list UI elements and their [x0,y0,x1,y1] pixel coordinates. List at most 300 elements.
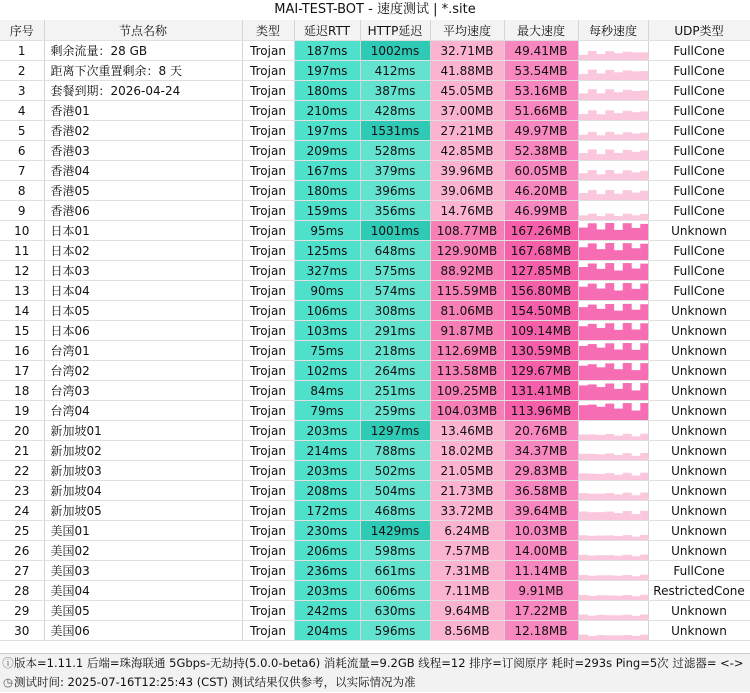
table-row[interactable] [0,321,750,341]
cell-avg-speed: 104.03MB [430,401,504,421]
sparkline-bar [596,174,605,180]
table-row[interactable] [0,201,750,221]
table-row[interactable] [0,581,750,601]
cell-per-second-speed [578,361,648,381]
table-row[interactable] [0,241,750,261]
cell-type: Trojan [242,381,294,401]
cell-index: 25 [0,521,44,541]
sparkline-bar [596,93,605,100]
sparkline-bar [579,173,588,180]
cell-max-speed: 52.38MB [504,141,578,161]
table-row[interactable] [0,381,750,401]
cell-http-latency: 661ms [360,561,430,581]
sparkline-bar [631,289,640,300]
speed-sparkline [579,621,649,640]
cell-avg-speed: 115.59MB [430,281,504,301]
sparkline-bar [622,403,631,420]
cell-udp-type: FullCone [648,61,750,81]
table-row[interactable] [0,401,750,421]
table-row[interactable] [0,561,750,581]
cell-max-speed: 49.97MB [504,121,578,141]
col-header-node-name[interactable]: 节点名称 [44,20,242,41]
cell-http-latency: 396ms [360,181,430,201]
cell-rtt: 203ms [294,461,360,481]
col-header-per-second-speed[interactable]: 每秒速度 [578,20,648,41]
col-header-avg-speed[interactable]: 平均速度 [430,20,504,41]
sparkline-bar [605,150,614,160]
cell-per-second-speed [578,481,648,501]
sparkline-bar [614,113,623,120]
cell-rtt: 214ms [294,441,360,461]
cell-per-second-speed [578,441,648,461]
sparkline-bar [596,328,605,340]
sparkline-bar [579,228,588,240]
sparkline-bar [579,385,588,400]
table-row[interactable] [0,161,750,181]
sparkline-bar [605,535,614,540]
cell-udp-type: FullCone [648,121,750,141]
sparkline-bar [596,216,605,220]
cell-rtt: 84ms [294,381,360,401]
cell-avg-speed: 8.56MB [430,621,504,641]
table-row[interactable] [0,541,750,561]
cell-avg-speed: 33.72MB [430,501,504,521]
sparkline-bar [622,434,631,440]
cell-max-speed: 113.96MB [504,401,578,421]
sparkline-bar [631,514,640,520]
table-row[interactable] [0,61,750,81]
cell-rtt: 167ms [294,161,360,181]
cell-per-second-speed [578,41,648,61]
col-header-rtt[interactable]: 延迟RTT [294,20,360,41]
cell-avg-speed: 39.06MB [430,181,504,201]
cell-udp-type: Unknown [648,301,750,321]
sparkline-bar [579,346,588,360]
speed-sparkline [579,61,649,80]
cell-rtt: 172ms [294,501,360,521]
cell-http-latency: 1531ms [360,121,430,141]
speed-sparkline [579,221,649,240]
sparkline-bar [587,405,596,420]
cell-max-speed: 129.67MB [504,361,578,381]
sparkline-bar [614,389,623,400]
cell-udp-type: FullCone [648,161,750,181]
sparkline-bar [596,474,605,480]
cell-index: 26 [0,541,44,561]
sparkline-bar [631,636,640,640]
sparkline-bar [614,311,623,320]
cell-http-latency: 598ms [360,541,430,561]
cell-type: Trojan [242,41,294,61]
sparkline-bar [614,250,623,260]
cell-avg-speed: 21.73MB [430,481,504,501]
table-row[interactable] [0,81,750,101]
sparkline-bar [596,575,605,580]
cell-avg-speed: 37.00MB [430,101,504,121]
sparkline-bar [596,454,605,460]
sparkline-bar [605,363,614,380]
sparkline-bar [587,132,596,140]
cell-max-speed: 51.66MB [504,101,578,121]
table-row[interactable] [0,501,750,521]
cell-per-second-speed [578,341,648,361]
sparkline-bar [631,215,640,220]
sparkline-bar [587,556,596,560]
sparkline-bar [579,114,588,120]
cell-per-second-speed [578,261,648,281]
cell-node-name: 台湾01 [44,341,242,361]
cell-udp-type: Unknown [648,421,750,441]
cell-avg-speed: 7.11MB [430,581,504,601]
sparkline-bar [614,494,623,500]
sparkline-bar [640,150,648,160]
table-row[interactable] [0,421,750,441]
cell-udp-type: FullCone [648,201,750,221]
cell-index: 29 [0,601,44,621]
cell-udp-type: FullCone [648,241,750,261]
cell-http-latency: 251ms [360,381,430,401]
cell-type: Trojan [242,441,294,461]
sparkline-bar [579,267,588,280]
cell-type: Trojan [242,561,294,581]
table-row[interactable] [0,461,750,481]
cell-udp-type: FullCone [648,181,750,201]
cell-max-speed: 29.83MB [504,461,578,481]
sparkline-bar [596,555,605,560]
table-row[interactable] [0,121,750,141]
cell-udp-type: Unknown [648,621,750,641]
cell-max-speed: 39.64MB [504,501,578,521]
table-row[interactable] [0,301,750,321]
cell-avg-speed: 45.05MB [430,81,504,101]
cell-node-name: 日本04 [44,281,242,301]
cell-avg-speed: 91.87MB [430,321,504,341]
sparkline-bar [614,134,623,140]
table-row[interactable] [0,101,750,121]
cell-http-latency: 379ms [360,161,430,181]
table-row[interactable] [0,521,750,541]
cell-http-latency: 502ms [360,461,430,481]
cell-avg-speed: 39.96MB [430,161,504,181]
cell-per-second-speed [578,321,648,341]
cell-avg-speed: 112.69MB [430,341,504,361]
table-row[interactable] [0,221,750,241]
sparkline-bar [605,343,614,360]
sparkline-bar [605,453,614,460]
sparkline-bar [596,309,605,320]
cell-node-name: 新加坡02 [44,441,242,461]
sparkline-bar [579,55,588,60]
sparkline-bar [587,596,596,600]
sparkline-bar [596,595,605,600]
cell-rtt: 180ms [294,81,360,101]
sparkline-bar [596,635,605,640]
sparkline-bar [631,350,640,360]
cell-index: 8 [0,181,44,201]
cell-node-name: 香港05 [44,181,242,201]
cell-node-name: 美国01 [44,521,242,541]
sparkline-bar [614,173,623,180]
cell-http-latency: 291ms [360,321,430,341]
sparkline-bar [579,511,588,520]
cell-rtt: 95ms [294,221,360,241]
sparkline-bar [596,536,605,540]
sparkline-bar [587,536,596,540]
cell-rtt: 209ms [294,141,360,161]
cell-type: Trojan [242,541,294,561]
speed-sparkline [579,41,649,60]
col-header-udp-type[interactable]: UDP类型 [648,20,750,41]
cell-avg-speed: 113.58MB [430,361,504,381]
cell-index: 21 [0,441,44,461]
speed-test-table [0,20,750,641]
cell-udp-type: RestrictedCone [648,581,750,601]
cell-type: Trojan [242,301,294,321]
cell-index: 15 [0,321,44,341]
cell-node-name: 台湾02 [44,361,242,381]
cell-rtt: 204ms [294,621,360,641]
cell-type: Trojan [242,521,294,541]
sparkline-bar [605,512,614,520]
sparkline-bar [587,636,596,640]
sparkline-bar [587,170,596,180]
sparkline-bar [640,615,648,621]
sparkline-bar [622,150,631,160]
cell-avg-speed: 9.64MB [430,601,504,621]
cell-per-second-speed [578,281,648,301]
sparkline-bar [622,132,631,140]
sparkline-bar [587,434,596,440]
cell-type: Trojan [242,501,294,521]
cell-node-name: 香港06 [44,201,242,221]
cell-node-name: 日本05 [44,301,242,321]
sparkline-bar [614,330,623,340]
cell-per-second-speed [578,141,648,161]
cell-max-speed: 131.41MB [504,381,578,401]
cell-node-name: 日本03 [44,261,242,281]
sparkline-bar [622,511,631,520]
table-row[interactable] [0,41,750,61]
sparkline-bar [622,493,631,500]
cell-node-name: 套餐到期：2026-04-24 [44,81,242,101]
sparkline-bar [587,190,596,200]
table-row[interactable] [0,281,750,301]
sparkline-bar [579,615,588,620]
sparkline-bar [579,366,588,380]
cell-rtt: 187ms [294,41,360,61]
table-row[interactable] [0,441,750,461]
sparkline-bar [614,615,623,620]
sparkline-bar [587,264,596,280]
speed-sparkline [579,261,649,280]
sparkline-bar [614,596,623,600]
cell-per-second-speed [578,301,648,321]
cell-per-second-speed [578,461,648,481]
cell-rtt: 230ms [294,521,360,541]
cell-avg-speed: 88.92MB [430,261,504,281]
sparkline-bar [605,89,614,100]
sparkline-bar [587,214,596,220]
speed-sparkline [579,581,649,600]
table-row[interactable] [0,261,750,281]
sparkline-bar [640,171,648,180]
sparkline-bar [605,404,614,420]
cell-index: 16 [0,341,44,361]
col-header-max-speed[interactable]: 最大速度 [504,20,578,41]
sparkline-bar [579,93,588,100]
cell-udp-type: Unknown [648,381,750,401]
table-row[interactable] [0,621,750,641]
sparkline-bar [622,304,631,320]
cell-index: 22 [0,461,44,481]
sparkline-bar [622,383,631,400]
sparkline-bar [631,556,640,560]
sparkline-bar [596,494,605,500]
speed-sparkline [579,601,649,620]
sparkline-bar [579,575,588,580]
speed-sparkline [579,501,649,520]
cell-udp-type: FullCone [648,261,750,281]
cell-index: 17 [0,361,44,381]
cell-http-latency: 264ms [360,361,430,381]
cell-rtt: 75ms [294,341,360,361]
sparkline-bar [631,330,640,341]
speed-sparkline [579,441,649,460]
sparkline-bar [614,153,623,160]
cell-per-second-speed [578,161,648,181]
cell-type: Trojan [242,161,294,181]
sparkline-bar [605,223,614,240]
cell-type: Trojan [242,241,294,261]
sparkline-bar [587,223,596,240]
table-row[interactable] [0,341,750,361]
cell-http-latency: 575ms [360,261,430,281]
cell-max-speed: 12.18MB [504,621,578,641]
cell-index: 30 [0,621,44,641]
sparkline-bar [587,110,596,120]
sparkline-bar [596,114,605,120]
sparkline-bar [614,436,623,440]
table-row[interactable] [0,361,750,381]
table-row[interactable] [0,141,750,161]
sparkline-bar [640,133,648,140]
sparkline-bar [622,223,631,240]
sparkline-bar [640,91,648,100]
table-row[interactable] [0,181,750,201]
sparkline-bar [587,474,596,480]
sparkline-bar [631,172,640,180]
cell-node-name: 日本06 [44,321,242,341]
sparkline-bar [614,369,623,380]
sparkline-bar [622,575,631,580]
col-header-http-latency[interactable]: HTTP延迟 [360,20,430,41]
sparkline-bar [614,72,623,80]
sparkline-bar [614,216,623,220]
cell-http-latency: 504ms [360,481,430,501]
sparkline-bar [614,194,623,200]
sparkline-bar [640,383,648,400]
sparkline-bar [640,284,648,301]
sparkline-bar [631,112,640,120]
sparkline-bar [596,154,605,160]
col-header-type[interactable]: 类型 [242,20,294,41]
sparkline-bar [605,595,614,600]
speed-sparkline [579,421,649,440]
sparkline-bar [622,52,631,60]
cell-per-second-speed [578,621,648,641]
speed-sparkline [579,101,649,120]
clock-icon: ◷ [2,675,14,689]
cell-node-name: 台湾03 [44,381,242,401]
cell-per-second-speed [578,601,648,621]
cell-rtt: 197ms [294,121,360,141]
cell-max-speed: 34.37MB [504,441,578,461]
sparkline-bar [587,576,596,580]
table-row[interactable] [0,481,750,501]
cell-http-latency: 387ms [360,81,430,101]
cell-avg-speed: 32.71MB [430,41,504,61]
cell-rtt: 90ms [294,281,360,301]
cell-rtt: 79ms [294,401,360,421]
cell-index: 6 [0,141,44,161]
sparkline-bar [579,473,588,480]
cell-index: 3 [0,81,44,101]
cell-max-speed: 154.50MB [504,301,578,321]
sparkline-bar [587,364,596,380]
sparkline-bar [579,555,588,560]
sparkline-bar [596,194,605,200]
sparkline-bar [605,263,614,280]
sparkline-bar [614,230,623,240]
cell-max-speed: 49.41MB [504,41,578,61]
speed-sparkline [579,301,649,320]
cell-max-speed: 20.76MB [504,421,578,441]
cell-type: Trojan [242,201,294,221]
cell-node-name: 香港04 [44,161,242,181]
sparkline-bar [579,454,588,460]
cell-type: Trojan [242,401,294,421]
sparkline-bar [579,135,588,140]
cell-rtt: 159ms [294,201,360,221]
sparkline-bar [596,229,605,240]
sparkline-bar [640,343,648,360]
cell-rtt: 197ms [294,61,360,81]
sparkline-bar [605,170,614,180]
cell-index: 23 [0,481,44,501]
cell-per-second-speed [578,221,648,241]
cell-node-name: 新加坡01 [44,421,242,441]
cell-udp-type: Unknown [648,341,750,361]
sparkline-bar [631,134,640,140]
col-header-index[interactable]: 序号 [0,20,44,41]
cell-per-second-speed [578,421,648,441]
sparkline-bar [579,153,588,160]
cell-avg-speed: 6.24MB [430,521,504,541]
table-row[interactable] [0,601,750,621]
cell-udp-type: Unknown [648,481,750,501]
cell-type: Trojan [242,281,294,301]
sparkline-bar [631,436,640,440]
cell-index: 24 [0,501,44,521]
sparkline-bar [640,493,648,500]
cell-node-name: 剩余流量：28 GB [44,41,242,61]
cell-rtt: 327ms [294,261,360,281]
cell-http-latency: 596ms [360,621,430,641]
sparkline-bar [614,290,623,300]
sparkline-bar [605,473,614,480]
sparkline-bar [640,363,648,380]
cell-avg-speed: 41.88MB [430,61,504,81]
